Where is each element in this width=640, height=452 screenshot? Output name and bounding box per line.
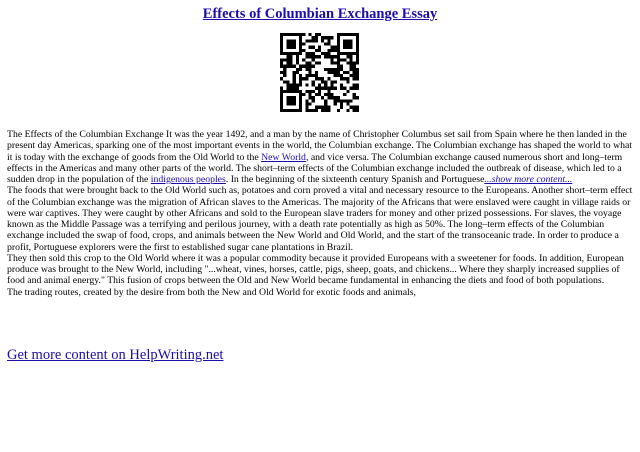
paragraph-1-text-c: . In the beginning of the sixteenth century Spanish and Portuguese	[225, 174, 485, 185]
paragraph-1-text-b: , and vice versa. The Columbian exchange caused numerous short and long–term effects in the Americas and many other parts of the world. The short–term effects of the Columbian exchange included the outbreak of disease, which led to a sudden drop in the population of the	[7, 151, 623, 185]
essay-body	[7, 129, 635, 298]
essay-title-link[interactable]: Effects of Columbian Exchange Essay	[202, 6, 438, 22]
show-more-link[interactable]: ...show more content...	[484, 174, 573, 185]
get-more-content-link[interactable]: Get more content on HelpWriting.net	[7, 347, 224, 363]
paragraph-1-text-a: The Effects of the Columbian Exchange It was the year 1492, and a man by the name of Christopher Columbus set sail from Spain where he then landed in the present day Americas, sparking one of the most important events in the world, the Columbian exchange. The Columbian exchange has shaped the world to what it is today with the exchange of goods from the Old World to the	[7, 129, 633, 163]
qr-code-icon	[280, 33, 359, 112]
new-world-link[interactable]: New World	[261, 151, 306, 163]
paragraph-1	[7, 129, 635, 185]
paragraph-3: They then sold this crop to the Old World where it was a popular commodity because it provided Europeans with a sweetener for foods. In addition, European produce was brought to the New World, including "...wheat, vines, horses, cattle, pigs, sheep, goats, and chickens... Where they sharply increased supplies of food and animal energy." This fusion of crops between the Old and New World became fundamental in enhancing the diets and food of both populations.	[7, 252, 624, 287]
paragraph-4: The trading routes, created by the desire from both the New and Old World for exotic foods and animals,	[7, 286, 416, 298]
paragraph-2: The foods that were brought back to the Old World such as, potatoes and corn proved a vital and necessary resource to the Europeans. Another short–term effect of the Columbian exchange was the migration of African slaves to the Americas. The majority of the Africans that were enslaved were caught in village raids or were war captives. They were caught by other Africans and sold to the European slave traders for money and other prized possessions. For slaves, the voyage known as the Middle Passage was a terrifying and perilous journey, with a death rate potentially as high as 50%. The long–term effects of the Columbian exchange included the swap of food, crops, and animals between the New World and Old World, and the start of the transoceanic trade. In order to produce a profit, Portuguese explorers were the first to established sugar cane plantations in Brazil.	[7, 185, 633, 253]
indigenous-peoples-link[interactable]: indigenous peoples	[150, 174, 226, 185]
